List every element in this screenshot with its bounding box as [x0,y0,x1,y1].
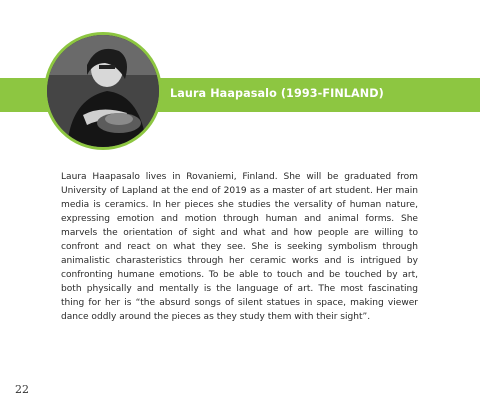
portrait-image [47,35,159,147]
artist-name-title: Laura Haapasalo (1993-FINLAND) [170,87,384,100]
page-number: 22 [15,383,29,396]
artist-biography: Laura Haapasalo lives in Rovaniemi, Finland. She will be graduated from University of Lapland at the end of 2019 as a master of art student. Her main media is ceramics. In her pieces she studies the versality of human nature, expressing emotion and motion through human and animal forms. She marvels the orientation of sight and what and how people are willing to confront and react on what they see. She is seeking symbolism through animalistic charasteristics through her ceramic works and is intrigued by confronting humane emotions. To be able to touch and be touched by art, both physically and mentally is the language of art. The most fascinating thing for her is “the absurd songs of silent statues in space, making viewer dance oddly around the pieces as they study them with their sight”. [61,172,418,322]
artist-portrait [44,32,162,150]
